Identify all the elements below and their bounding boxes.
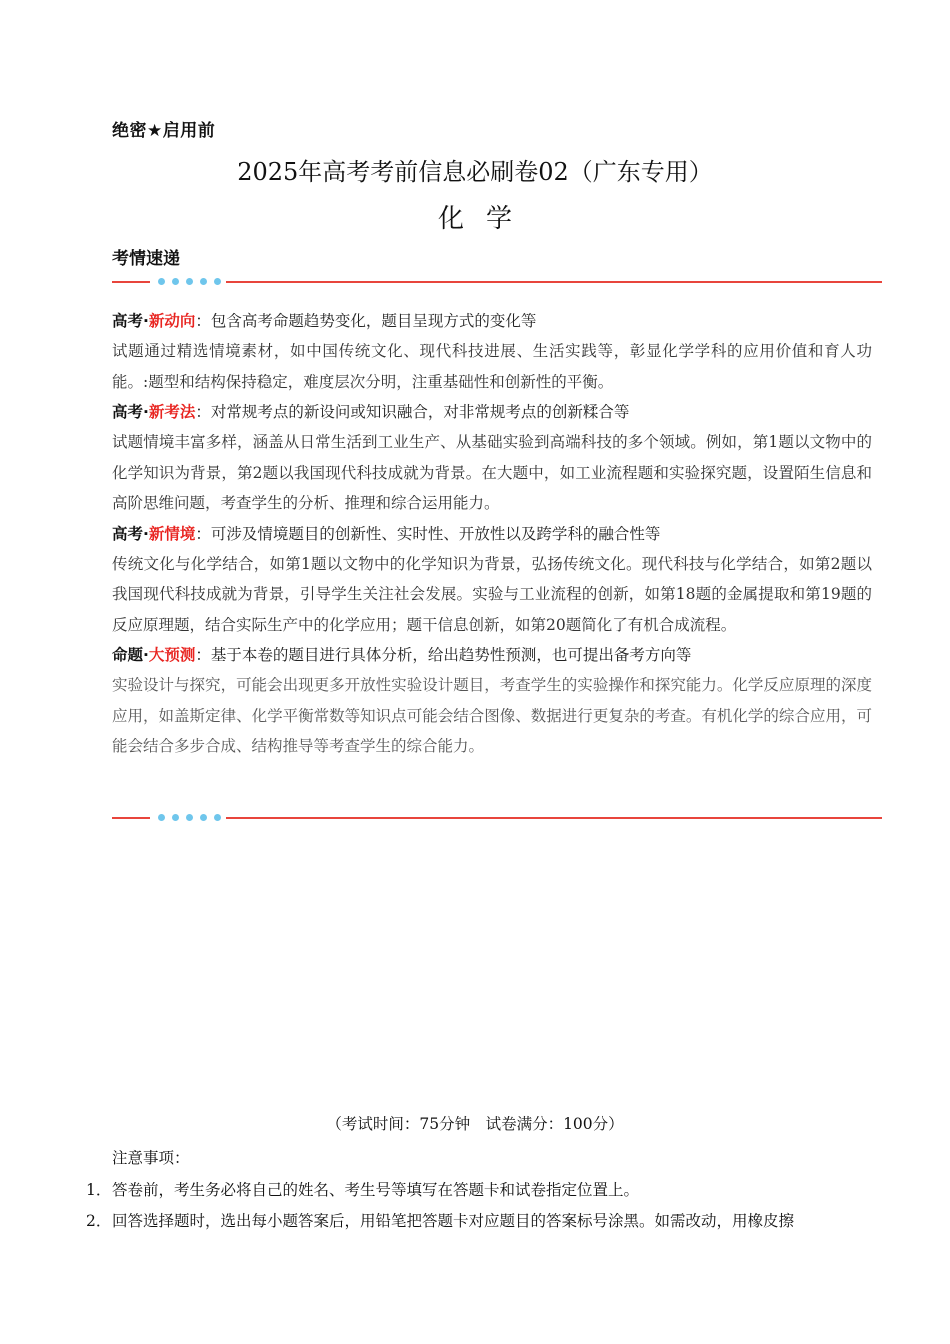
secret-label: 绝密★启用前 bbox=[112, 121, 216, 141]
page-title: 2025年高考考前信息必刷卷02（广东专用） bbox=[237, 158, 713, 186]
exam-time-info: （考试时间：75分钟 试卷满分：100分） bbox=[326, 1115, 624, 1133]
dot-icon bbox=[186, 814, 193, 821]
dot-icon bbox=[214, 814, 221, 821]
dot-icon bbox=[172, 278, 179, 285]
notice-title: 注意事项： bbox=[112, 1149, 190, 1167]
dot-icon bbox=[214, 278, 221, 285]
dot-icon bbox=[200, 278, 207, 285]
dot-icon bbox=[158, 278, 165, 285]
subject-title: 化学 bbox=[437, 204, 534, 234]
trend-body-3: 传统文化与化学结合，如第1题以文物中的化学知识为背景，弘扬传统文化。现代科技与化学结合，如第2题以我国现代科技成就为背景，引导学生关注社会发展。实验与工业流程的创新，如第18题的金属提取和第19题的反应原理题，结合实际生产中的化学应用；题干信息创新，如第20题简化了有机合成流程。 bbox=[112, 554, 872, 634]
dot-icon bbox=[200, 814, 207, 821]
trend-body-2: 试题情境丰富多样，涵盖从日常生活到工业生产、从基础实验到高端科技的多个领域。例如，第1题以文物中的化学知识为背景，第2题以我国现代科技成就为背景。在大题中，如工业流程题和实验探究题，设置陌生信息和高阶思维问题，考查学生的分析、推理和综合运用能力。 bbox=[112, 433, 872, 512]
trend-heading-2: 高考·新考法：对常规考点的新设问或知识融合，对非常规考点的创新糅合等 bbox=[112, 403, 630, 421]
notice-item: 1．答卷前，考生务必将自己的姓名、考生号等填写在答题卡和试卷指定位置上。 bbox=[86, 1181, 640, 1199]
trend-heading-4: 命题·大预测：基于本卷的题目进行具体分析，给出趋势性预测，也可提出备考方向等 bbox=[112, 646, 692, 664]
section-title: 考情速递 bbox=[112, 249, 180, 269]
trend-body-4: 实验设计与探究，可能会出现更多开放性实验设计题目，考查学生的实验操作和探究能力。化学反应原理的深度应用，如盖斯定律、化学平衡常数等知识点可能会结合图像、数据进行更复杂的考查。有机化学的综合应用，可能会结合多步合成、结构推导等考查学生的综合能力。 bbox=[112, 676, 872, 755]
trend-heading-3: 高考·新情境：可涉及情境题目的创新性、实时性、开放性以及跨学科的融合性等 bbox=[112, 524, 661, 543]
trend-body-1: 试题通过精选情境素材，如中国传统文化、现代科技进展、生活实践等，彰显化学学科的应用价值和育人功能。:题型和结构保持稳定，难度层次分明，注重基础性和创新性的平衡。 bbox=[112, 342, 872, 391]
notice-item: 2．回答选择题时，选出每小题答案后，用铅笔把答题卡对应题目的答案标号涂黑。如需改动，用橡皮擦 bbox=[86, 1212, 795, 1230]
dot-icon bbox=[158, 814, 165, 821]
dot-icon bbox=[186, 278, 193, 285]
section-divider-top bbox=[112, 276, 882, 288]
dot-icon bbox=[172, 814, 179, 821]
trend-heading-1: 高考·新动向：包含高考命题趋势变化，题目呈现方式的变化等 bbox=[112, 312, 537, 330]
trend-content bbox=[112, 306, 872, 762]
section-divider-bottom bbox=[112, 812, 882, 824]
